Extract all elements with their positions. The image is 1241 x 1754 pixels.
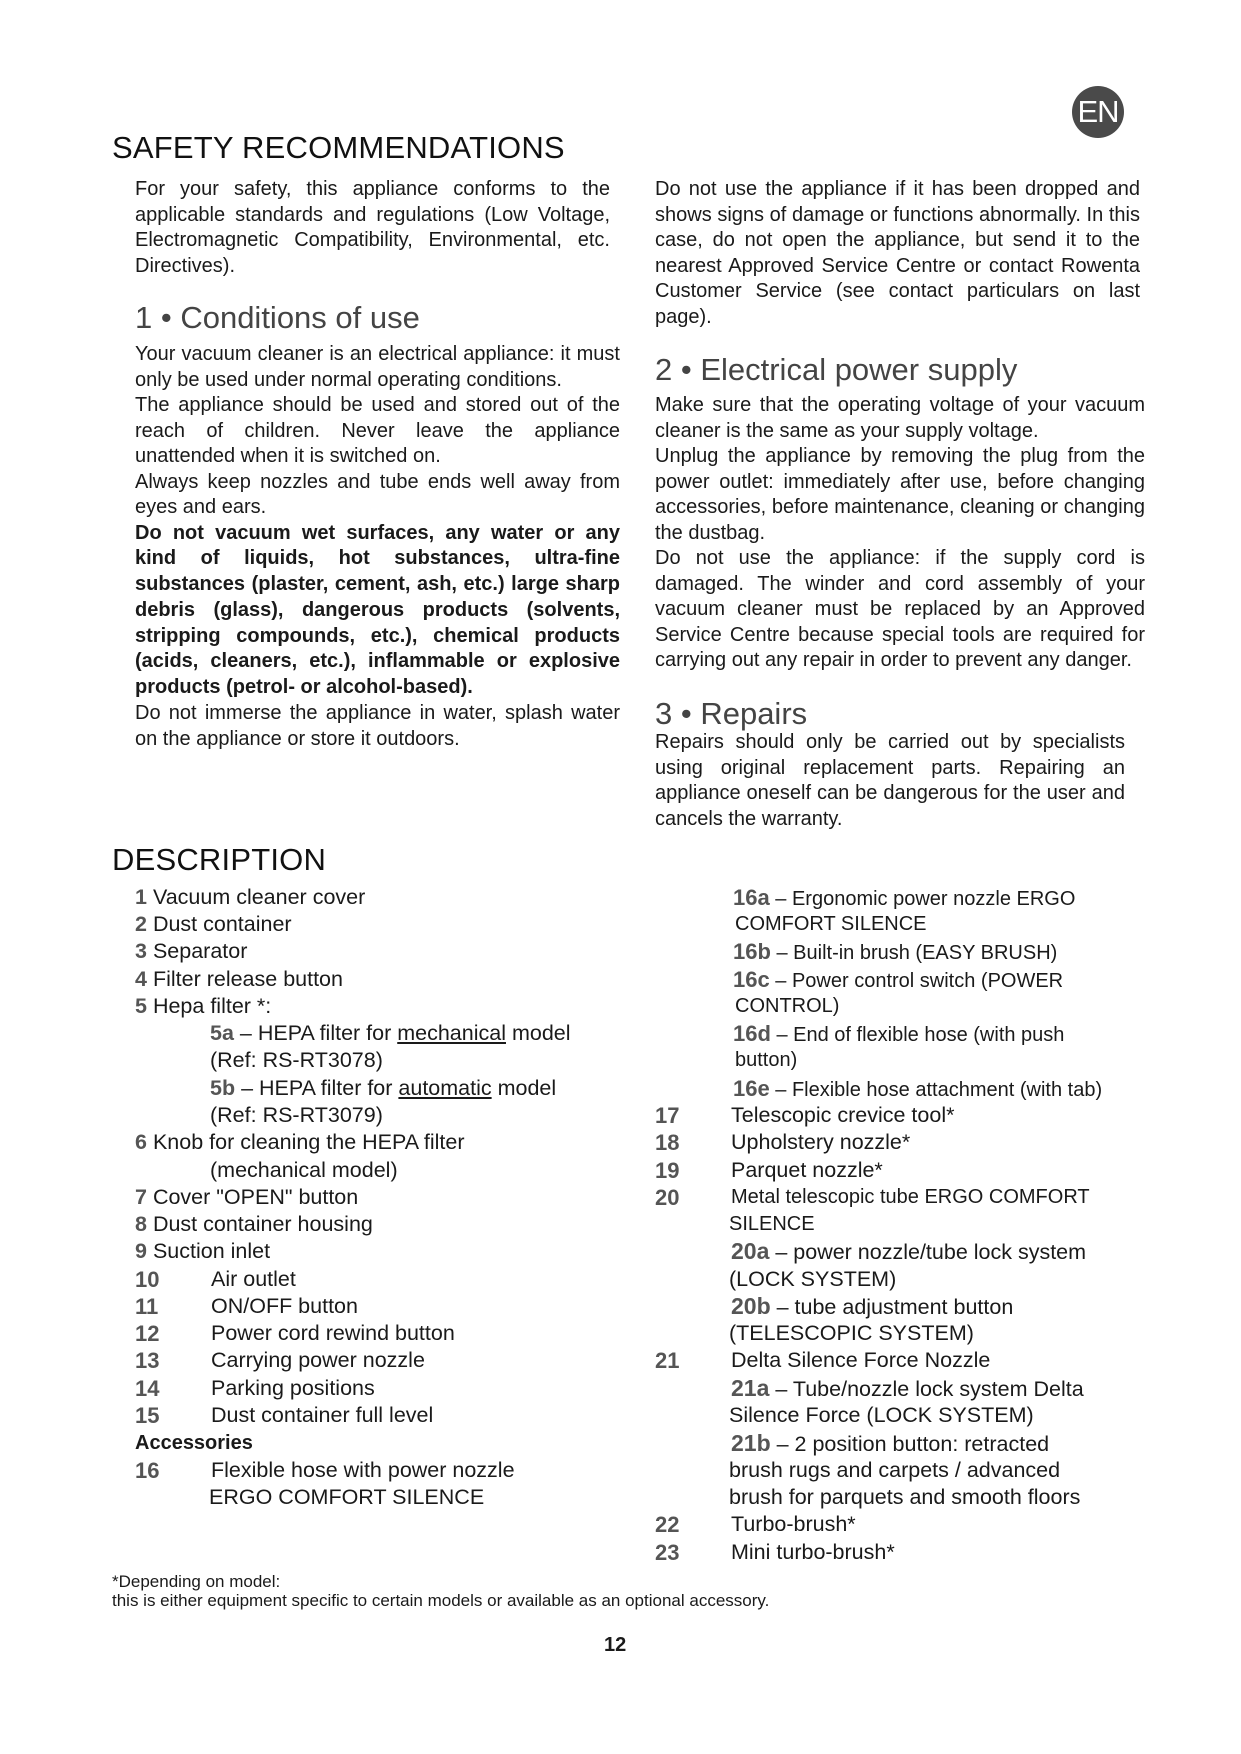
item-ref: (Ref: RS-RT3079) <box>210 1103 383 1127</box>
item-label: Dust container full level <box>211 1403 434 1427</box>
item-number: 13 <box>135 1348 160 1373</box>
accessories-heading: Accessories <box>135 1432 253 1454</box>
item-number: 22 <box>655 1512 680 1537</box>
item-label: Turbo-brush* <box>731 1512 856 1536</box>
item-number: 5b <box>210 1076 236 1100</box>
list-item <box>210 1075 556 1102</box>
item-label: Cover "OPEN" button <box>152 1185 359 1209</box>
list-item <box>135 966 343 993</box>
safety-intro-text: For your safety, this appliance conforms to the applicable standards and regulations (Low Voltage, Electromagnetic Compatibility, Environmental, etc. Directives). <box>135 178 610 277</box>
dropped-text: Do not use the appliance if it has been dropped and shows signs of damage or functions abnormally. In this case, do not open the appliance, but send it to the nearest Approved Service Centre or contact Rowenta Customer Service (see contact particulars on last page). <box>655 178 1140 328</box>
item-number: 18 <box>655 1130 680 1155</box>
item-label: Hepa filter *: <box>152 994 272 1018</box>
item-number: 4 <box>135 967 147 991</box>
item-label: Parking positions <box>211 1376 375 1400</box>
list-item <box>135 1129 464 1156</box>
item-label: Telescopic crevice tool* <box>731 1103 955 1127</box>
dropped-warning <box>655 177 1140 330</box>
list-item <box>135 911 292 938</box>
conditions-body <box>135 342 620 752</box>
item-label-cont: ERGO COMFORT SILENCE <box>209 1485 485 1509</box>
item-label-cont: brush for parquets and smooth floors <box>729 1485 1081 1509</box>
conditions-warning: Do not vacuum wet surfaces, any water or any kind of liquids, hot substances, ultra-fine substances (plaster, cement, ash, etc.) large sharp debris (glass), dangerous products (solvents, stripping compounds, etc.), chemical products (acids, cleaners, etc.), inflammable or explosive products (petrol- or alcohol-based). <box>135 521 620 699</box>
item-label: Suction inlet <box>152 1239 271 1263</box>
list-item <box>135 993 271 1020</box>
item-label: Power cord rewind button <box>211 1321 455 1345</box>
item-number: 20 <box>655 1185 680 1210</box>
item-label: Upholstery nozzle* <box>731 1130 911 1154</box>
item-number: 10 <box>135 1267 160 1292</box>
repairs-body <box>655 730 1125 832</box>
list-item <box>731 1238 1086 1266</box>
footnote-line-2: this is either equipment specific to certain models or available as an optional accessory. <box>112 1591 770 1610</box>
list-item <box>135 1238 270 1265</box>
repairs-heading: 3 • Repairs <box>655 696 808 731</box>
item-number: 16b <box>733 939 771 964</box>
item-label: Flexible hose with power nozzle <box>211 1458 515 1482</box>
item-number: 16 <box>135 1458 160 1483</box>
item-label: model <box>505 1021 571 1045</box>
safety-title: SAFETY RECOMMENDATIONS <box>112 130 565 165</box>
item-label: ON/OFF button <box>211 1294 358 1318</box>
item-label: – tube adjustment button <box>770 1295 1014 1319</box>
item-label: Dust container housing <box>152 1212 373 1236</box>
electrical-p2: Unplug the appliance by removing the plug from the power outlet: immediately after use, before changing accessories, before maintenance, cleaning or changing the dustbag. <box>655 445 1145 544</box>
item-label-cont: (mechanical model) <box>210 1158 398 1182</box>
item-label: Carrying power nozzle <box>211 1348 425 1372</box>
item-label: – 2 position button: retracted <box>770 1432 1050 1456</box>
electrical-p1: Make sure that the operating voltage of your vacuum cleaner is the same as your supply voltage. <box>655 394 1145 442</box>
item-number: 5 <box>135 994 147 1018</box>
item-label: Delta Silence Force Nozzle <box>731 1348 991 1372</box>
item-label: – Tube/nozzle lock system Delta <box>769 1377 1084 1401</box>
item-number: 16d <box>733 1021 771 1046</box>
item-number: 11 <box>135 1294 159 1319</box>
item-label: Separator <box>152 939 248 963</box>
list-item <box>733 1020 1064 1049</box>
item-label: – Ergonomic power nozzle ERGO <box>769 888 1076 910</box>
item-label: Air outlet <box>211 1267 296 1291</box>
item-label: – Power control switch (POWER <box>769 970 1064 992</box>
item-number: 7 <box>135 1185 147 1209</box>
item-label: – Built-in brush (EASY BRUSH) <box>770 942 1058 964</box>
list-item <box>733 884 1075 913</box>
item-label: model <box>491 1076 557 1100</box>
electrical-heading: 2 • Electrical power supply <box>655 352 1018 387</box>
safety-intro <box>135 177 610 279</box>
item-number: 21a <box>731 1375 770 1401</box>
item-number: 21b <box>731 1430 771 1456</box>
item-label-cont: (TELESCOPIC SYSTEM) <box>729 1321 974 1345</box>
item-number: 5a <box>210 1021 234 1045</box>
item-label: – Flexible hose attachment (with tab) <box>769 1079 1103 1101</box>
item-label: – HEPA filter for <box>233 1021 398 1045</box>
item-number: 23 <box>655 1540 680 1565</box>
item-number: 16c <box>733 967 770 992</box>
item-label-cont: CONTROL) <box>735 995 840 1017</box>
item-label: – End of flexible hose (with push <box>770 1024 1065 1046</box>
conditions-p2: The appliance should be used and stored out of the reach of children. Never leave the appliance unattended when it is switched on. <box>135 394 620 467</box>
language-badge: EN <box>1072 86 1124 138</box>
list-item <box>135 1184 358 1211</box>
list-item <box>733 966 1063 995</box>
item-number: 16a <box>733 885 770 910</box>
item-label-underlined: mechanical <box>397 1021 506 1045</box>
item-label: Parquet nozzle* <box>731 1158 883 1182</box>
item-label-cont: button) <box>735 1049 798 1071</box>
list-item <box>731 1375 1084 1403</box>
list-item <box>135 1211 373 1238</box>
item-number: 19 <box>655 1158 680 1183</box>
item-label-cont: (LOCK SYSTEM) <box>729 1267 897 1291</box>
item-label: Metal telescopic tube ERGO COMFORT <box>731 1186 1090 1208</box>
conditions-p3: Always keep nozzles and tube ends well away from eyes and ears. <box>135 470 620 518</box>
item-ref: (Ref: RS-RT3078) <box>210 1048 383 1072</box>
item-number: 12 <box>135 1321 160 1346</box>
item-label-cont: Silence Force (LOCK SYSTEM) <box>729 1403 1034 1427</box>
item-label: Dust container <box>152 912 292 936</box>
item-label-underlined: automatic <box>398 1076 492 1100</box>
item-number: 9 <box>135 1239 147 1263</box>
item-label-cont: brush rugs and carpets / advanced <box>729 1458 1061 1482</box>
electrical-p3: Do not use the appliance: if the supply cord is damaged. The winder and cord assembly of your vacuum cleaner must be replaced by an Approved Service Centre because special tools are required for carrying out any repair in order to prevent any danger. <box>655 547 1145 671</box>
conditions-p1: Your vacuum cleaner is an electrical appliance: it must only be used under normal operating conditions. <box>135 343 620 391</box>
item-label: – power nozzle/tube lock system <box>769 1240 1087 1264</box>
conditions-p5: Do not immerse the appliance in water, splash water on the appliance or store it outdoors. <box>135 702 620 750</box>
item-number: 15 <box>135 1403 160 1428</box>
item-number: 16e <box>733 1076 770 1101</box>
item-number: 1 <box>135 885 147 909</box>
list-item <box>731 1430 1049 1458</box>
item-label: Vacuum cleaner cover <box>152 885 366 909</box>
description-title: DESCRIPTION <box>112 842 327 877</box>
electrical-body <box>655 393 1145 674</box>
conditions-heading: 1 • Conditions of use <box>135 300 420 335</box>
list-item <box>733 1075 1102 1104</box>
list-item <box>135 938 247 965</box>
item-number: 3 <box>135 939 147 963</box>
list-item <box>135 884 365 911</box>
footnote <box>112 1572 769 1610</box>
page-number: 12 <box>604 1634 627 1656</box>
item-label-cont: SILENCE <box>729 1213 815 1235</box>
item-number: 2 <box>135 912 147 936</box>
item-label: Mini turbo-brush* <box>731 1540 895 1564</box>
list-item <box>731 1293 1013 1321</box>
footnote-line-1: *Depending on model: <box>112 1572 281 1591</box>
item-label-cont: COMFORT SILENCE <box>735 913 927 935</box>
repairs-p1: Repairs should only be carried out by specialists using original replacement parts. Repairing an appliance oneself can be dangerous for the user and cancels the warranty. <box>655 731 1125 830</box>
item-label: Filter release button <box>152 967 343 991</box>
item-number: 8 <box>135 1212 147 1236</box>
item-label: Knob for cleaning the HEPA filter <box>152 1130 465 1154</box>
item-label: – HEPA filter for <box>235 1076 399 1100</box>
item-number: 17 <box>655 1103 680 1128</box>
list-item <box>210 1020 571 1047</box>
item-number: 20a <box>731 1238 770 1264</box>
item-number: 14 <box>135 1376 160 1401</box>
item-number: 21 <box>655 1348 680 1373</box>
list-item <box>733 938 1057 967</box>
item-number: 6 <box>135 1130 147 1154</box>
item-number: 20b <box>731 1293 771 1319</box>
